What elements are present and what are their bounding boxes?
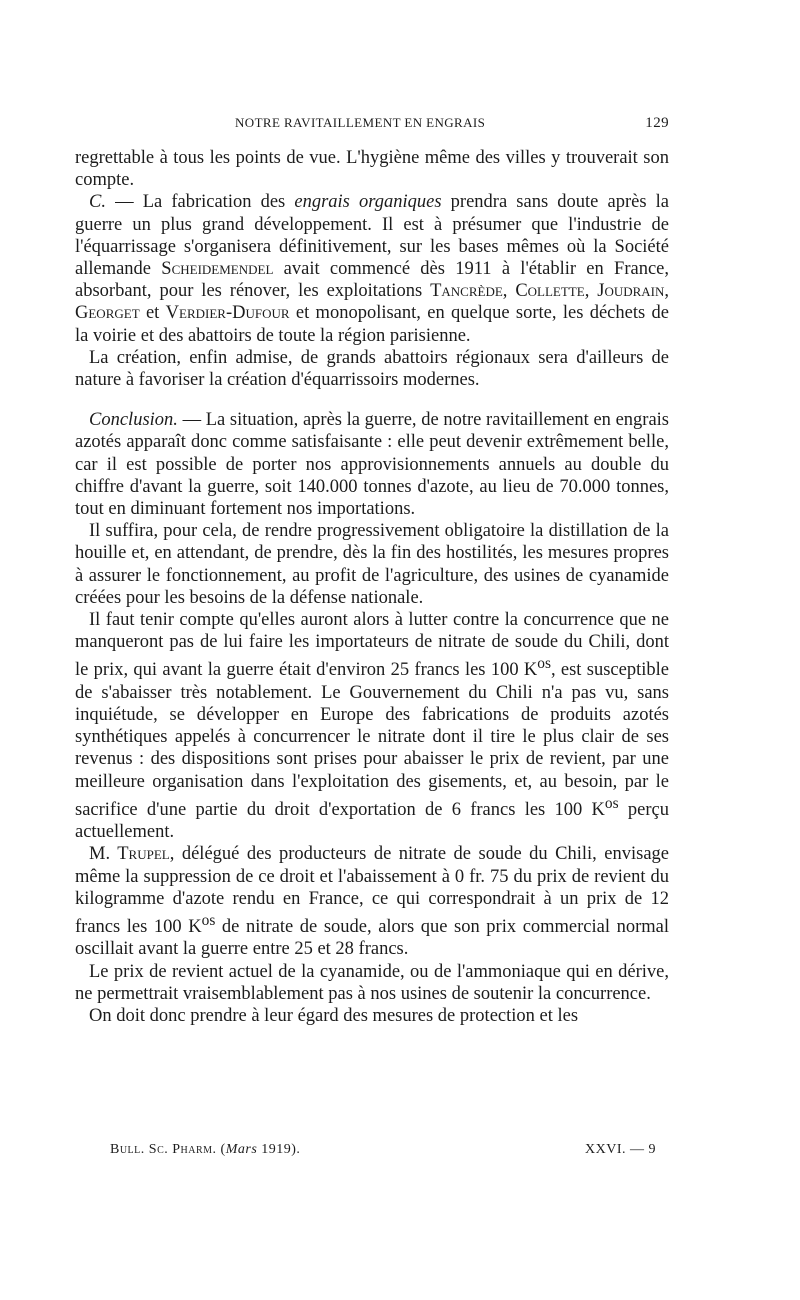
- superscript: os: [537, 655, 551, 673]
- page-number: 129: [645, 115, 669, 131]
- paragraph-2: C. — La fabrication des engrais organiques prendra sans doute après la guerre un plus grand développement. Il est à présumer que l'industrie de l'équarrissage s'organisera définitivement, sur les bases mêmes où la Société allemande Scheidemendel avait commencé dès 1911 à l'établir en France, absorbant, pour les rénover, les exploitations Tancrède, Collette, Joudrain, Georget et Verdier-Dufour et monopolisant, en quelque sorte, les déchets de la voirie et des abattoirs de toute la région parisienne.: [75, 192, 670, 346]
- paragraph-9: On doit donc prendre à leur égard des mesures de protection et les: [89, 1005, 579, 1026]
- paragraph-8: Le prix de revient actuel de la cyanamide, ou de l'ammoniaque qui en dérive, ne permettrait vraisemblablement pas à nos usines de soutenir la concurrence.: [75, 961, 669, 1004]
- running-title: NOTRE RAVITAILLEMENT EN ENGRAIS: [235, 115, 486, 130]
- person-name: M. Trupel: [89, 844, 170, 865]
- page-footer: [110, 1142, 656, 1164]
- company-name: Scheidemendel: [161, 259, 274, 280]
- paragraph-1: regrettable à tous les points de vue. L'hygiène même des villes y trouverait son compte.: [75, 148, 669, 191]
- emphasis: engrais organiques: [294, 192, 442, 213]
- body-text: [75, 147, 669, 1027]
- journal-citation: Bull. Sc. Pharm. (Mars 1919).: [110, 1142, 301, 1157]
- superscript: os: [604, 794, 619, 812]
- volume-signature: XXVI. — 9: [585, 1142, 656, 1157]
- page-header: [75, 115, 669, 137]
- superscript: os: [201, 912, 216, 930]
- paragraph-5: Il suffira, pour cela, de rendre progressivement obligatoire la distillation de la houille et, en attendant, de prendre, dès la fin des hostilités, les mesures propres à assurer le fonctionnement, au profit de l'agriculture, des usines de cyanamide créées pour les besoins de la défense nationale.: [75, 521, 669, 608]
- paragraph-6: Il faut tenir compte qu'elles auront alors à lutter contre la concurrence que ne manqueront pas de lui faire les importateurs de nitrate de soude du Chili, dont le prix, qui avant la guerre était d'environ 25 francs les 100 $K^{os}$, est susceptible de s'abaisser très notablement. Le Gouvernement du Chili n'a pas vu, sans inquiétude, se développer en Europe des fabrications de produits azotés synthétiques appelés à concurrencer le nitrate dont il tire le plus clair de ses revenus : des dispositions sont prises pour abaisser le prix de revient, par une meilleure organisation dans l'exploitation des gisements, et, au besoin, par le sacrifice d'une partie du droit d'exportation de 6 francs les 100 $K^{os}$ perçu actuellement.: [75, 610, 669, 843]
- company-names: Tancrède, Collette, Joudrain, Georget: [75, 281, 670, 324]
- section-label: Conclusion.: [89, 410, 178, 431]
- paragraph-3: La création, enfin admise, de grands abattoirs régionaux sera d'ailleurs de nature à favoriser la création d'équarrissoirs modernes.: [75, 347, 669, 391]
- paragraph-4: Conclusion. — La situation, après la guerre, de notre ravitaillement en engrais azotés apparaît donc comme satisfaisante : elle peut devenir extrêmement belle, car il est possible de porter nos approvisionnements annuels au double du chiffre d'avant la guerre, soit 140.000 tonnes d'azote, au lieu de 70.000 tonnes, tout en diminuant fortement nos importations.: [75, 410, 669, 520]
- paragraph-7: M. Trupel, délégué des producteurs de nitrate de soude du Chili, envisage même la suppression de ce droit et l'abaissement à 0 fr. 75 du prix de revient du kilogramme d'azote rendu en France, ce qui correspondrait à un prix de 12 francs les 100 $K^{os}$ de nitrate de soude, alors que son prix commercial normal oscillait avant la guerre entre 25 et 28 francs.: [75, 844, 669, 960]
- company-name: Verdier-Dufour: [165, 303, 290, 324]
- section-label: C.: [89, 192, 106, 213]
